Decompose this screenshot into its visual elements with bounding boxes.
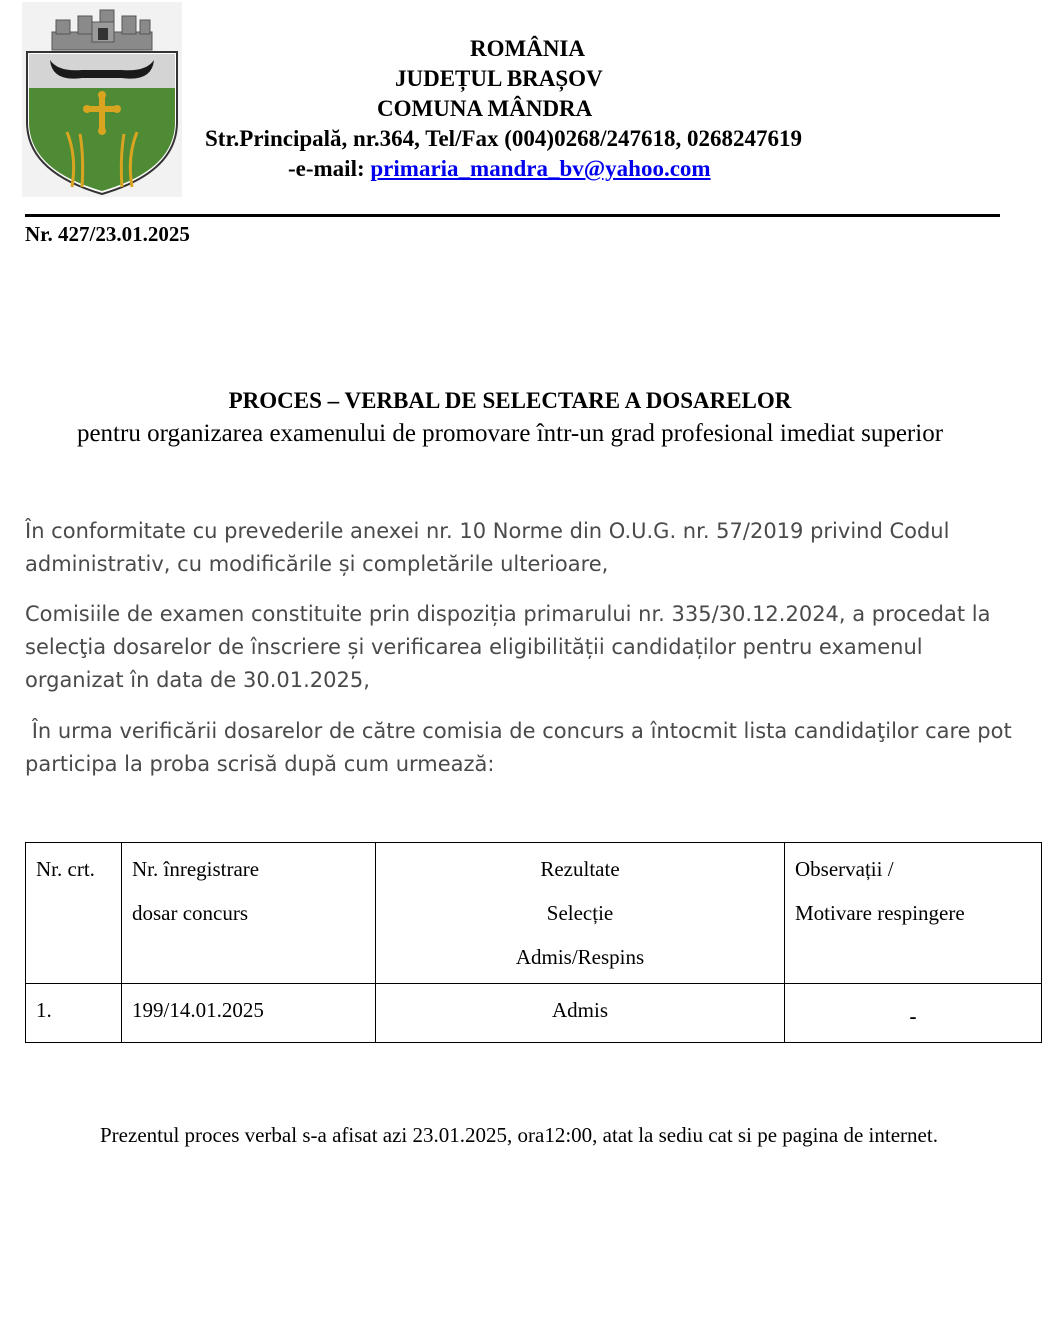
cell-observations: - xyxy=(785,984,1042,1043)
document-number: Nr. 427/23.01.2025 xyxy=(25,222,190,246)
header-registration xyxy=(122,843,376,984)
commune-coat-of-arms xyxy=(22,2,182,197)
email-link[interactable]: primaria_mandra_bv@yahoo.com xyxy=(370,156,711,181)
header-nr-crt-label: Nr. crt. xyxy=(36,857,95,881)
table-row xyxy=(26,984,1042,1043)
paragraph-legal-basis: În conformitate cu prevederile anexei nr. 10 Norme din O.U.G. nr. 57/2019 privind Codul administrativ, cu modificările și completările ulterioare, xyxy=(25,519,950,576)
table-header-row xyxy=(26,843,1042,984)
header-observations xyxy=(785,843,1042,984)
cell-result: Admis xyxy=(376,984,785,1043)
header-observations-line1: Observații / xyxy=(795,857,894,881)
cell-nr: 1. xyxy=(26,984,122,1043)
header-results xyxy=(376,843,785,984)
document-subtitle: pentru organizarea examenului de promovare într-un grad profesional imediat superior xyxy=(76,420,944,447)
header-email-line xyxy=(288,156,711,182)
email-label: -e-mail: xyxy=(288,156,365,181)
header-results-line1: Rezultate xyxy=(540,857,620,881)
header-county: JUDEȚUL BRAȘOV xyxy=(395,66,603,91)
header-commune: COMUNA MÂNDRA xyxy=(377,96,593,121)
header-divider xyxy=(25,214,1000,217)
header-registration-line1: Nr. înregistrare xyxy=(132,857,260,881)
document-title: PROCES – VERBAL DE SELECTARE A DOSARELOR xyxy=(228,388,792,413)
paragraph-verification: În urma verificării dosarelor de către comisia de concurs a întocmit lista candidaţilor care pot participa la proba scrisă după cum urmează: xyxy=(25,719,1019,776)
header-registration-line2: dosar concurs xyxy=(132,901,249,925)
cell-registration: 199/14.01.2025 xyxy=(122,984,376,1043)
header-country: ROMÂNIA xyxy=(470,36,585,61)
header-address: Str.Principală, nr.364, Tel/Fax (004)0268/247618, 0268247619 xyxy=(205,126,802,151)
results-table xyxy=(25,842,1042,1043)
header-observations-line2: Motivare respingere xyxy=(795,901,965,925)
header-nr-crt xyxy=(26,843,122,984)
posting-statement: Prezentul proces verbal s-a afisat azi 23.01.2025, ora12:00, atat la sediu cat si pe pagina de internet. xyxy=(100,1123,938,1147)
paragraph-commission: Comisiile de examen constituite prin dispoziția primarului nr. 335/30.12.2024, a procedat la selecţia dosarelor de înscriere și verificarea eligibilității candidaților pentru examenul organizat în data de 30.01.2025, xyxy=(25,602,991,692)
header-results-line2: Selecție xyxy=(546,901,614,925)
header-results-line3: Admis/Respins xyxy=(515,945,645,969)
